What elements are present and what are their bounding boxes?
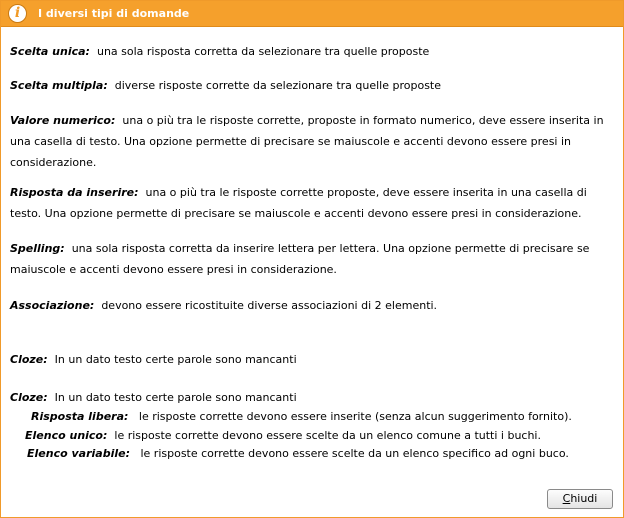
entry-term: Scelta unica: [10, 45, 90, 58]
entry-desc: una sola risposta corretta da selezionare tra quelle proposte [96, 45, 430, 58]
entry-scelta-multipla [10, 75, 616, 96]
entry-desc: una o più tra le risposte corrette proposte, deve essere inserita in una casella di testo. Una opzione permette di precisare se maiuscole e accenti devono essere presi in considerazione. [10, 186, 587, 220]
entry-term: Risposta da inserire: [10, 186, 139, 199]
entry-risposta-da-inserire [10, 182, 616, 224]
dialog-titlebar [1, 1, 623, 27]
entry-spelling [10, 238, 616, 280]
close-button-label: hiudi [570, 492, 598, 505]
entry-term: Cloze: [10, 391, 48, 404]
entry-term: Spelling: [10, 242, 65, 255]
entry-associazione [10, 295, 616, 316]
dialog-title: I diversi tipi di domande [38, 7, 190, 20]
close-button[interactable] [547, 489, 613, 509]
entry-term: Associazione: [10, 299, 95, 312]
entry-desc: In un dato testo certe parole sono mancanti [54, 391, 297, 404]
entry-term: Elenco unico: [25, 429, 108, 442]
entry-desc: una o più tra le risposte corrette, proposte in formato numerico, deve essere inserita in una casella di testo. Una opzione permette di precisare se maiuscole e accenti devono essere presi in considerazione. [10, 114, 604, 169]
entry-desc: diverse risposte corrette da selezionare tra quelle proposte [114, 79, 442, 92]
entry-term: Risposta libera: [31, 410, 129, 423]
entry-desc: le risposte corrette devono essere scelte da un elenco comune a tutti i buchi. [114, 429, 541, 442]
entry-valore-numerico [10, 110, 616, 173]
entry-term: Valore numerico: [10, 114, 116, 127]
entry-cloze-1 [10, 349, 616, 370]
entry-desc: devono essere ricostituite diverse associazioni di 2 elementi. [101, 299, 438, 312]
close-button-mnemonic: C [562, 492, 571, 505]
entry-desc: una sola risposta corretta da inserire lettera per lettera. Una opzione permette di precisare se maiuscole e accenti devono essere presi in considerazione. [10, 242, 590, 276]
entry-term: Elenco variabile: [27, 447, 130, 460]
cloze-sub-risposta-libera [31, 406, 572, 427]
entry-term: Scelta multipla: [10, 79, 108, 92]
entry-desc: le risposte corrette devono essere inserite (senza alcun suggerimento fornito). [138, 410, 572, 423]
entry-cloze-2 [10, 387, 616, 408]
entry-term: Cloze: [10, 353, 48, 366]
info-icon: i [8, 4, 27, 23]
cloze-sub-elenco-variabile [27, 443, 569, 464]
entry-scelta-unica [10, 41, 616, 62]
entry-desc: le risposte corrette devono essere scelte da un elenco specifico ad ogni buco. [140, 447, 569, 460]
entry-desc: In un dato testo certe parole sono mancanti [54, 353, 297, 366]
